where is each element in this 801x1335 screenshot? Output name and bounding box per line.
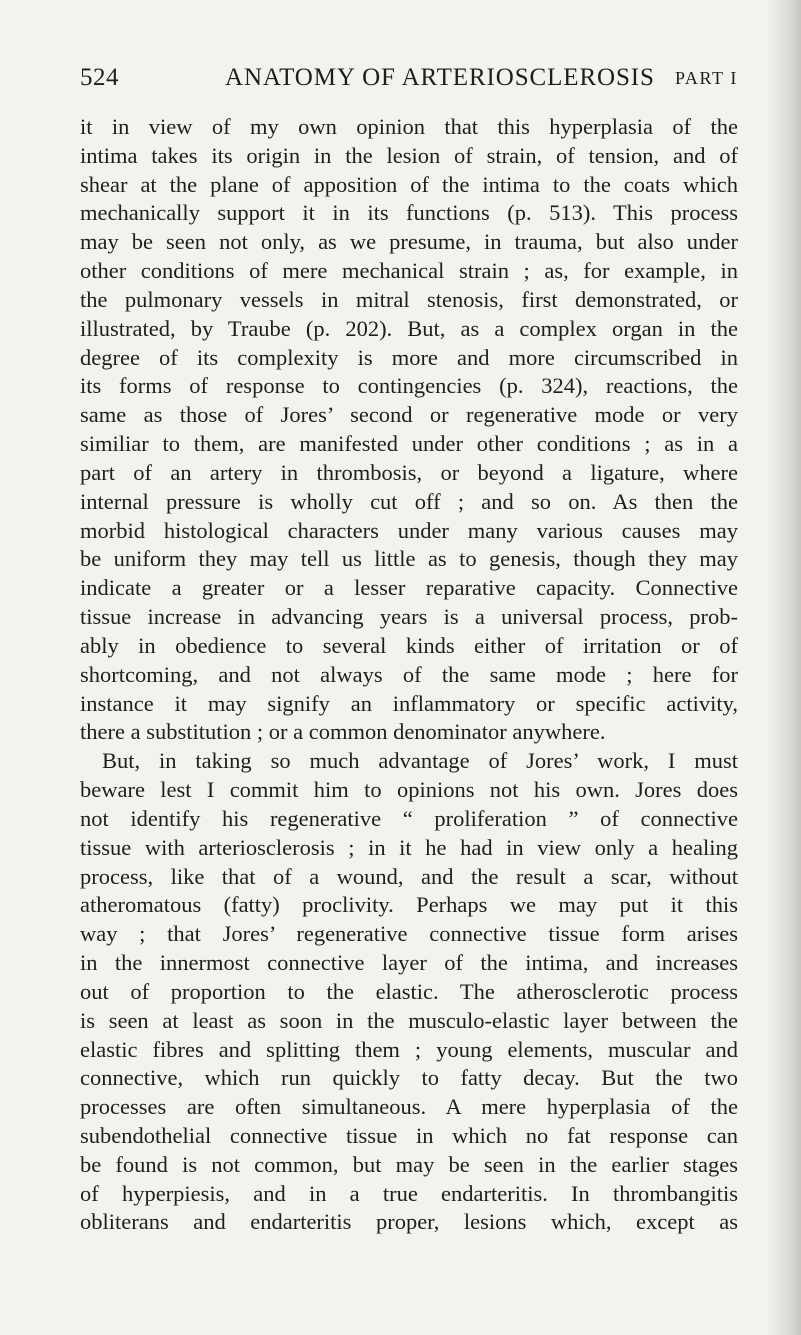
text-line: not identify his regenerative “ proliferation ” of connective [80,805,738,831]
text-line: the pulmonary vessels in mitral stenosis, first demonstrated, or [80,286,738,312]
text-line: its forms of response to contingencies (p. 324), reactions, the [80,373,738,399]
body-text [80,113,738,1237]
text-line: elastic fibres and splitting them ; young elements, muscular and [80,1036,738,1062]
part-label: PART I [674,68,738,88]
text-line: internal pressure is wholly cut off ; and so on. As then the [80,488,738,514]
text-line: out of proportion to the elastic. The atherosclerotic process [80,978,738,1004]
running-title: ANATOMY OF ARTERIOSCLEROSIS [225,64,655,91]
page-edge-shadow [767,0,801,1335]
text-line: part of an artery in thrombosis, or beyond a ligature, where [80,459,738,485]
text-line: mechanically support it in its functions (p. 513). This process [80,200,738,226]
text-line: indicate a greater or a lesser reparative capacity. Connective [80,575,738,601]
text-line: atheromatous (fatty) proclivity. Perhaps we may put it this [80,892,738,918]
text-line: beware lest I commit him to opinions not his own. Jores does [80,777,738,803]
text-line: process, like that of a wound, and the result a scar, without [80,863,738,889]
text-line: shear at the plane of apposition of the intima to the coats which [80,171,738,197]
text-line: other conditions of mere mechanical strain ; as, for example, in [80,258,738,284]
text-line: in the innermost connective layer of the intima, and increases [80,950,738,976]
text-line: subendothelial connective tissue in which no fat response can [80,1122,738,1148]
text-line: may be seen not only, as we presume, in trauma, but also under [80,229,738,255]
text-line: degree of its complexity is more and more circumscribed in [80,344,738,370]
text-line: of hyperpiesis, and in a true endarteritis. In thrombangitis [80,1180,738,1206]
text-line: obliterans and endarteritis proper, lesions which, except as [80,1209,738,1235]
text-line: ably in obedience to several kinds either of irritation or of [80,632,738,658]
running-header [80,60,738,100]
text-line: instance it may signify an inflammatory or specific activity, [80,690,738,716]
text-line: be uniform they may tell us little as to genesis, though they may [80,546,738,572]
text-line: is seen at least as soon in the musculo-elastic layer between the [80,1007,738,1033]
text-line: tissue increase in advancing years is a universal process, prob- [80,604,738,630]
text-line: intima takes its origin in the lesion of strain, of tension, and of [80,142,738,168]
text-line: be found is not common, but may be seen in the earlier stages [80,1151,738,1177]
page-number: 524 [80,64,119,91]
text-line: way ; that Jores’ regenerative connective tissue form arises [80,921,738,947]
text-line: shortcoming, and not always of the same mode ; here for [80,661,738,687]
paragraph-start-line: But, in taking so much advantage of Jores’ work, I must [102,748,738,774]
text-line: same as those of Jores’ second or regenerative mode or very [80,402,738,428]
text-line: there a substitution ; or a common denominator anywhere. [80,719,606,745]
text-line: illustrated, by Traube (p. 202). But, as a complex organ in the [80,315,738,341]
text-line: similiar to them, are manifested under other conditions ; as in a [80,431,738,457]
text-line: processes are often simultaneous. A mere hyperplasia of the [80,1094,738,1120]
text-line: tissue with arteriosclerosis ; in it he had in view only a healing [80,834,738,860]
text-line: it in view of my own opinion that this hyperplasia of the [80,114,738,139]
text-line: connective, which run quickly to fatty decay. But the two [80,1065,738,1091]
text-line: morbid histological characters under many various causes may [80,517,738,543]
